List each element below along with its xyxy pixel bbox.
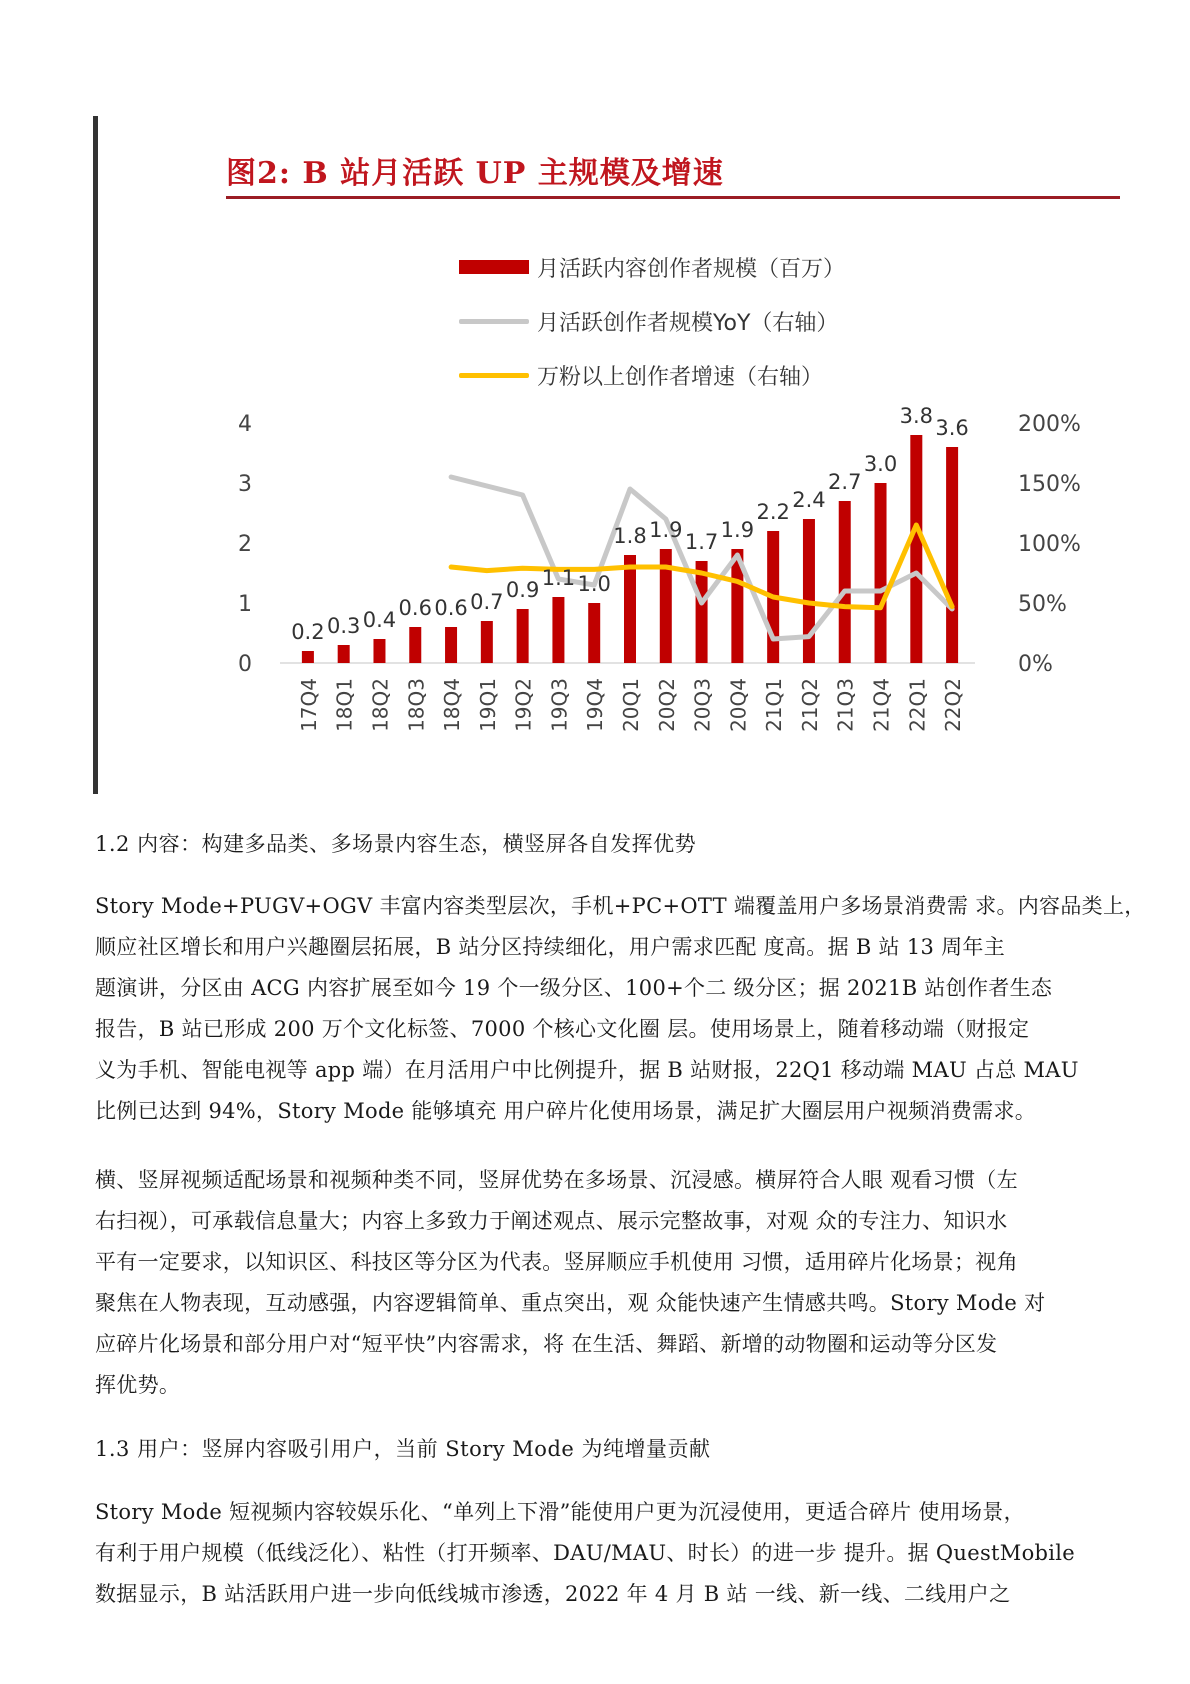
bar-data-label: 2.2 [756, 500, 790, 524]
category-tick-label: 20Q4 [726, 678, 751, 732]
paragraph [95, 1492, 1130, 1615]
category-tick-label: 19Q2 [511, 678, 536, 732]
bar-data-label: 1.1 [541, 566, 576, 590]
paragraph [95, 1160, 1130, 1406]
bar [552, 597, 564, 663]
bar [588, 603, 600, 663]
bar-data-label: 0.9 [505, 578, 540, 602]
paragraph-line: Story Mode+PUGV+OGV 丰富内容类型层次，手机+PC+OTT 端覆盖用户多场景消费需 求。内容品类上， [95, 894, 1146, 918]
bar [481, 621, 493, 663]
bar-data-label: 0.2 [291, 620, 325, 644]
left-axis-tick-label: 2 [238, 532, 252, 557]
category-tick-label: 21Q2 [797, 678, 822, 732]
paragraph-line: 比例已达到 94%，Story Mode 能够填充 用户碎片化使用场景，满足扩大圈层用户视频消费需求。 [95, 1099, 1037, 1123]
bar-data-label: 3.0 [863, 452, 898, 476]
figure-title: 图2: B 站月活跃 UP 主规模及增速 [226, 156, 724, 191]
paragraph-line: 题演讲，分区由 ACG 内容扩展至如今 19 个一级分区、100+个二 级分区；据 2021B 站创作者生态 [95, 976, 1053, 1000]
paragraph-line: 平有一定要求，以知识区、科技区等分区为代表。竖屏顺应手机使用 习惯，适用碎片化场景；视角 [95, 1250, 1018, 1274]
chart-legend [459, 240, 845, 402]
bar-data-label: 1.9 [720, 518, 755, 542]
section-heading: 1.2 内容：构建多品类、多场景内容生态，横竖屏各自发挥优势 [95, 832, 697, 856]
paragraph-line: 横、竖屏视频适配场景和视频种类不同，竖屏优势在多场景、沉浸感。横屏符合人眼 观看习惯（左 [95, 1168, 1018, 1192]
category-tick-label: 19Q1 [475, 678, 500, 732]
bar-data-label: 0.4 [362, 608, 397, 632]
bar-data-label: 0.6 [398, 596, 432, 620]
legend-swatch-yoy [459, 319, 529, 324]
category-tick-label: 21Q3 [833, 678, 858, 732]
category-tick-label: 22Q2 [941, 678, 966, 732]
bar-data-label: 1.8 [613, 524, 647, 548]
category-tick-label: 17Q4 [296, 678, 321, 732]
section-heading: 1.3 用户：竖屏内容吸引用户，当前 Story Mode 为纯增量贡献 [95, 1437, 711, 1461]
bar [875, 483, 887, 663]
category-tick-label: 19Q3 [547, 678, 572, 732]
paragraph-line: 右扫视），可承载信息量大；内容上多致力于阐述观点、展示完整故事，对观 众的专注力、知识水 [95, 1209, 1008, 1233]
paragraph [95, 886, 1146, 1132]
right-axis-tick-label: 150% [1018, 472, 1081, 497]
bar-data-label: 3.6 [935, 416, 969, 440]
bar [338, 645, 350, 663]
bar-data-label: 1.9 [649, 518, 683, 542]
bar [803, 519, 815, 663]
bar-data-label: 2.7 [828, 470, 862, 494]
legend-item-bar [459, 240, 845, 294]
category-tick-label: 20Q1 [619, 678, 643, 732]
paragraph-line: 聚焦在人物表现，互动感强，内容逻辑简单、重点突出，观 众能快速产生情感共鸣。Story Mode 对 [95, 1291, 1046, 1315]
paragraph-line: 有利于用户规模（低线泛化）、粘性（打开频率、DAU/MAU、时长）的进一步 提升。据 QuestMobile [95, 1541, 1076, 1565]
right-axis-tick-label: 200% [1018, 412, 1081, 437]
bar [302, 651, 314, 663]
legend-swatch-growth [459, 373, 529, 378]
left-axis-tick-label: 0 [238, 652, 252, 677]
figure-accent-bar [93, 116, 98, 794]
left-axis-tick-label: 4 [238, 412, 252, 437]
bar [517, 609, 529, 663]
category-tick-label: 21Q4 [869, 678, 894, 732]
category-tick-label: 20Q2 [654, 678, 679, 732]
bar [409, 627, 421, 663]
category-tick-label: 20Q3 [690, 678, 715, 732]
right-axis-tick-label: 0% [1018, 652, 1053, 677]
left-axis-tick-label: 1 [238, 592, 252, 617]
category-tick-label: 18Q3 [404, 678, 429, 732]
bar-data-label: 1.7 [684, 530, 719, 554]
left-axis-tick-label: 3 [238, 472, 252, 497]
bar [910, 435, 922, 663]
legend-label: 月活跃创作者规模YoY（右轴） [537, 310, 839, 336]
right-axis-tick-label: 100% [1018, 532, 1081, 557]
bar [946, 447, 958, 663]
bar-data-label: 1.0 [577, 572, 611, 596]
legend-swatch-bar [459, 260, 529, 274]
category-tick-label: 21Q1 [762, 678, 787, 732]
bar-data-label: 0.7 [470, 590, 504, 614]
combo-chart [230, 388, 1110, 758]
bar [445, 627, 457, 663]
bar-data-label: 0.3 [326, 614, 361, 638]
category-tick-label: 18Q1 [332, 678, 357, 732]
bar [839, 501, 851, 663]
category-tick-label: 19Q4 [583, 678, 608, 732]
paragraph-line: 顺应社区增长和用户兴趣圈层拓展，B 站分区持续细化，用户需求匹配 度高。据 B 站 13 周年主 [95, 935, 1006, 959]
legend-label: 万粉以上创作者增速（右轴） [537, 364, 824, 390]
bar [373, 639, 385, 663]
legend-label: 月活跃内容创作者规模（百万） [537, 256, 846, 282]
bar-data-label: 2.4 [792, 488, 826, 512]
category-tick-label: 22Q1 [905, 678, 930, 732]
bar-data-label: 3.8 [899, 404, 934, 428]
paragraph-line: 报告，B 站已形成 200 万个文化标签、7000 个核心文化圈 层。使用场景上，随着移动端（财报定 [95, 1017, 1030, 1041]
bar-data-label: 0.6 [434, 596, 468, 620]
title-rule [226, 196, 1120, 199]
paragraph-line: Story Mode 短视频内容较娱乐化、“单列上下滑”能使用户更为沉浸使用，更适合碎片 使用场景， [95, 1500, 1025, 1524]
right-axis-tick-label: 50% [1018, 592, 1067, 617]
legend-item-yoy [459, 294, 845, 348]
paragraph-line: 义为手机、智能电视等 app 端）在月活用户中比例提升，据 B 站财报，22Q1 移动端 MAU 占总 MAU [95, 1058, 1079, 1082]
category-tick-label: 18Q4 [440, 678, 465, 732]
bar [624, 555, 636, 663]
category-tick-label: 18Q2 [368, 678, 393, 732]
paragraph-line: 挥优势。 [95, 1373, 181, 1397]
paragraph-line: 应碎片化场景和部分用户对“短平快”内容需求，将 在生活、舞蹈、新增的动物圈和运动等分区发 [95, 1332, 998, 1356]
paragraph-line: 数据显示，B 站活跃用户进一步向低线城市渗透，2022 年 4 月 B 站 一线、新一线、二线用户之 [95, 1582, 1011, 1606]
